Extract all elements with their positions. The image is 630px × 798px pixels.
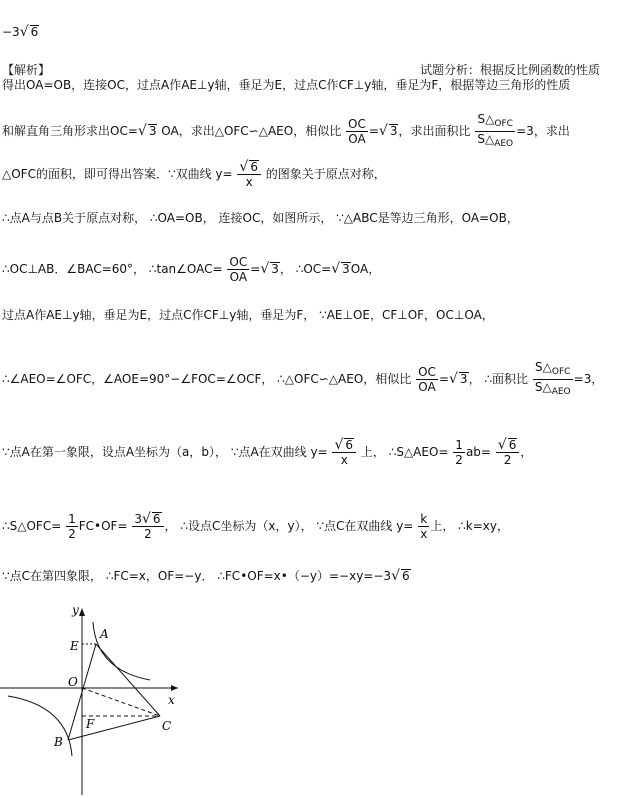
answer-radicand: 6 <box>30 25 39 39</box>
analysis-label: 试题分析：根据反比例函数的性质 <box>420 63 601 77</box>
label-y: y <box>72 603 79 617</box>
label-c: C <box>162 719 172 733</box>
text-line-9: ∵点A在第一象限，设点A坐标为（a，b）， ∵点A在双曲线 y= $\frac{√ 6}{x}$ 上， ∴S△AEO= $\frac{1}{2}$ ab= $\frac{√ 6}{2}$ ， <box>2 437 533 467</box>
label-x: x <box>168 693 175 707</box>
label-e: E <box>70 639 79 653</box>
fraction-one-half-2: $\frac{1}{2}$ <box>68 512 76 541</box>
fraction-sqrt6-over-2: $\frac{√ 6}{2}$ <box>496 438 520 467</box>
label-b: B <box>54 735 63 749</box>
label-f: F <box>86 717 95 731</box>
fraction-oc-oa: $\frac{OC}{OA}$ <box>348 117 366 146</box>
label-o: O <box>68 675 78 689</box>
fraction-oc-oa-2: $\frac{OC}{OA}$ <box>229 255 248 284</box>
fraction-sqrt6-over-x: $\frac{√ 6}{x}$ <box>237 160 261 189</box>
fraction-oc-oa-3: $\frac{OC}{OA}$ <box>418 365 436 394</box>
label-a: A <box>100 627 109 641</box>
text-line-4: △OFC的面积，即可得出答案．∵双曲线 y= $\frac{√ 6}{x}$ 的图象关于原点对称， <box>2 159 386 189</box>
text-line-6: ∴OC⊥AB．∠BAC=60°， ∴tan∠OAC= $\frac{OC}{OA}$ =√ 3， ∴OC=√ 3OA， <box>2 255 381 284</box>
fraction-sqrt6-over-x-2: $\frac{√ 6}{x}$ <box>332 438 356 467</box>
fraction-k-over-x: $\frac{k}{x}$ <box>420 512 428 541</box>
y-axis-arrow <box>79 608 85 616</box>
text-line-2: 得出OA=OB，连接OC，过点A作AE⊥y轴，垂足为E，过点C作CF⊥y轴，垂足为F，根据等边三角形的性质 <box>2 78 571 92</box>
fraction-3sqrt6-over-2: $\frac{3√ 6}{2}$ <box>132 512 163 541</box>
answer-prefix: −3 <box>2 25 20 39</box>
fraction-area-ratio-2: $\frac{S\triangle_{OFC}}{S\triangle_{AEO}}$ <box>534 360 571 397</box>
text-line-10: ∴S△OFC= $\frac{1}{2}$ FC•OF= $\frac{3√ 6}{2}$ ， ∴设点C坐标为（x，y）， ∵点C在双曲线 y= $\frac{k}{x}$ 上， ∴k=xy， <box>2 511 509 541</box>
answer-line: −3√ 6 <box>2 24 39 40</box>
segment-oc <box>82 688 160 716</box>
fraction-area-ratio: $\frac{S\triangle_{OFC}}{S\triangle_{AEO}}$ <box>477 112 514 149</box>
x-axis-arrow <box>171 685 178 691</box>
segment-ac <box>96 644 160 716</box>
text-line-8: ∴∠AEO=∠OFC，∠AOE=90°−∠FOC=∠OCF， ∴△OFC∽△AEO，相似比 $\frac{OC}{OA}$ =√ 3， ∴面积比 $\frac{S\triangle_{OFC}}{S\triangle_{AEO}}$ =3， <box>2 360 604 397</box>
text-line-11: ∵点C在第四象限， ∴FC=x，OF=−y． ∴FC•OF=x•（−y）=−xy=−3√ 6 <box>2 568 410 584</box>
geometry-figure <box>0 600 200 798</box>
text-line-7: 过点A作AE⊥y轴，垂足为E，过点C作CF⊥y轴，垂足为F， ∵AE⊥OE，CF⊥OF，OC⊥OA， <box>2 308 494 322</box>
text-line-5: ∴点A与点B关于原点对称， ∴OA=OB， 连接OC，如图所示， ∵△ABC是等边三角形，OA=OB， <box>2 211 519 225</box>
text-line-3: 和解直角三角形求出OC=√ 3 OA，求出△OFC∽△AEO，相似比 $\frac{OC}{OA}$ =√ 3，求出面积比 $\frac{S\triangle_{OFC}}{S\triangle_{AEO}}$ =3，求出 <box>2 112 570 149</box>
section-title: 【解析】 <box>2 63 51 77</box>
fraction-one-half: $\frac{1}{2}$ <box>455 438 463 467</box>
